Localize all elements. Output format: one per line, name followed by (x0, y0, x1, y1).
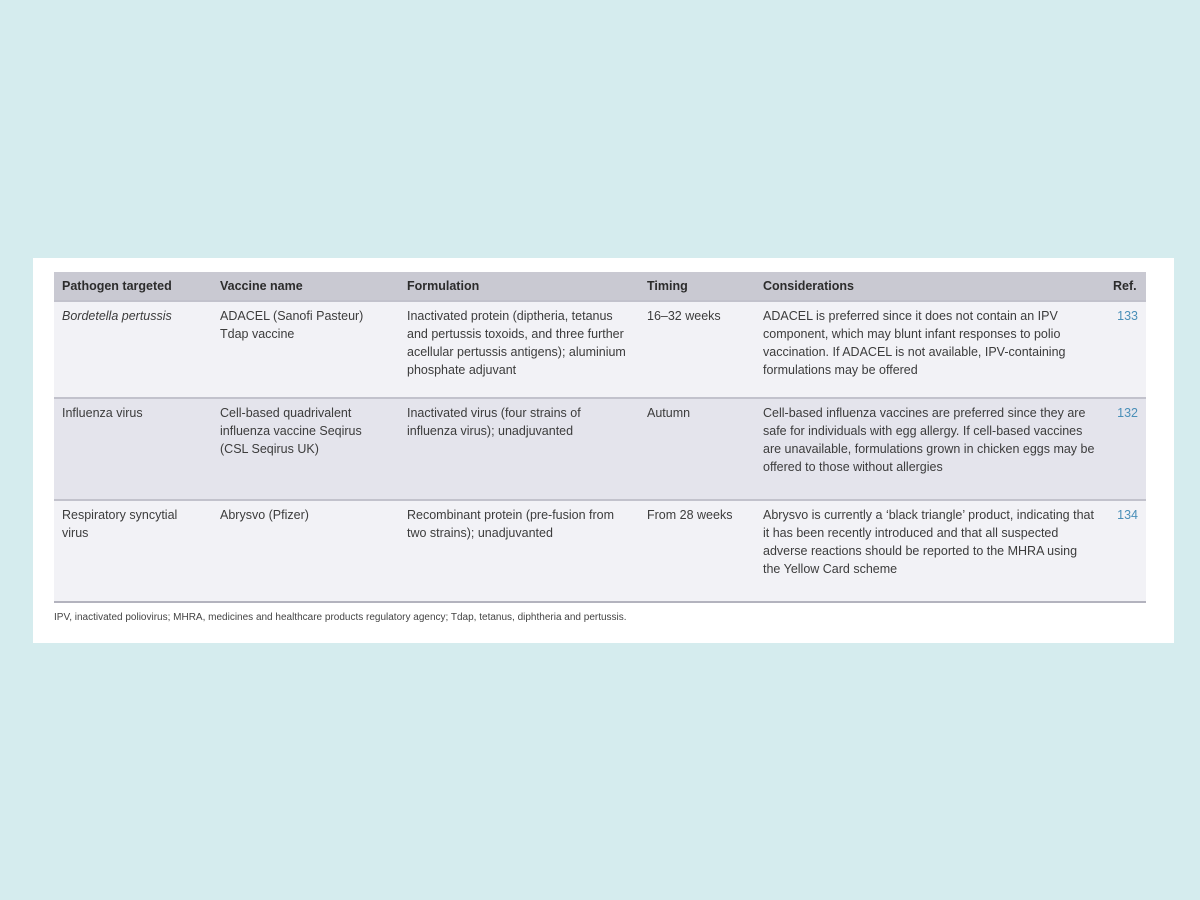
vaccine-table (54, 272, 1146, 603)
header-vaccine: Vaccine name (212, 272, 399, 301)
cell-formulation: Inactivated virus (four strains of influenza virus); unadjuvanted (399, 398, 639, 500)
cell-timing: 16–32 weeks (639, 301, 755, 398)
cell-formulation: Inactivated protein (diptheria, tetanus and pertussis toxoids, and three further acellular pertussis antigens); aluminium phosphate adjuvant (399, 301, 639, 398)
table-header-row (54, 272, 1146, 301)
header-ref: Ref. (1105, 272, 1146, 301)
reference-link[interactable]: 132 (1105, 398, 1146, 500)
header-formulation: Formulation (399, 272, 639, 301)
table-row (54, 398, 1146, 500)
cell-formulation: Recombinant protein (pre-fusion from two strains); unadjuvanted (399, 500, 639, 602)
table-row (54, 301, 1146, 398)
cell-considerations: Cell-based influenza vaccines are preferred since they are safe for individuals with egg allergy. If cell-based vaccines are unavailable, formulations grown in chicken eggs may be offered to those without allergies (755, 398, 1105, 500)
cell-vaccine: ADACEL (Sanofi Pasteur) Tdap vaccine (212, 301, 399, 398)
table-row (54, 500, 1146, 602)
cell-considerations: ADACEL is preferred since it does not contain an IPV component, which may blunt infant responses to polio vaccination. If ADACEL is not available, IPV-containing formulations may be offered (755, 301, 1105, 398)
cell-pathogen: Respiratory syncytial virus (54, 500, 212, 602)
cell-timing: From 28 weeks (639, 500, 755, 602)
cell-pathogen: Influenza virus (54, 398, 212, 500)
cell-considerations: Abrysvo is currently a ‘black triangle’ product, indicating that it has been recently introduced and that all suspected adverse reactions should be reported to the MHRA using the Yellow Card scheme (755, 500, 1105, 602)
header-pathogen: Pathogen targeted (54, 272, 212, 301)
cell-timing: Autumn (639, 398, 755, 500)
reference-link[interactable]: 133 (1105, 301, 1146, 398)
cell-pathogen: Bordetella pertussis (54, 301, 212, 398)
table-card (33, 258, 1174, 643)
header-considerations: Considerations (755, 272, 1105, 301)
table-footnote: IPV, inactivated poliovirus; MHRA, medicines and healthcare products regulatory agency; Tdap, tetanus, diphtheria and pertussis. (54, 612, 627, 623)
header-timing: Timing (639, 272, 755, 301)
reference-link[interactable]: 134 (1105, 500, 1146, 602)
cell-vaccine: Abrysvo (Pfizer) (212, 500, 399, 602)
cell-vaccine: Cell-based quadrivalent influenza vaccine Seqirus (CSL Seqirus UK) (212, 398, 399, 500)
